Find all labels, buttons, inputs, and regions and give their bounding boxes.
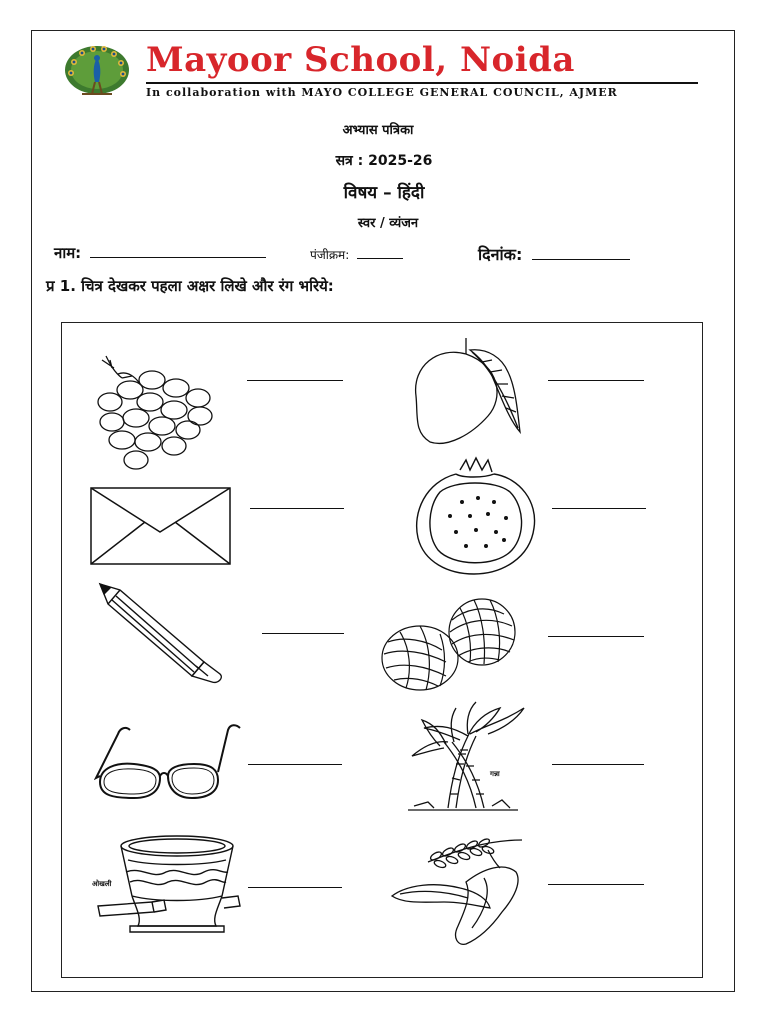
name-label: नाम: [54,244,82,262]
school-name: Mayoor School, Noida [146,40,575,80]
pomegranate-icon [412,456,538,576]
answer-line-8[interactable] [552,764,644,765]
collaboration-line: In collaboration with MAYO COLLEGE GENERAL COUNCIL, AJMER [146,86,618,99]
answer-line-2[interactable] [548,380,644,381]
date-label: दिनांक: [478,245,523,264]
sugarcane-label: गन्ना [490,770,500,778]
worksheet-title: अभ्यास पत्रिका [342,123,414,138]
question-text: प्र 1. चित्र देखकर पहला अक्षर लिखे और रंग भरिये: [46,277,334,295]
pencil-icon [96,580,226,686]
date-blank[interactable] [532,259,630,260]
answer-line-6[interactable] [548,636,644,637]
answer-line-7[interactable] [248,764,342,765]
mortar-pestle-icon [92,832,242,934]
subject-line: विषय – हिंदी [343,183,425,203]
peacock-logo-icon [62,44,132,100]
answer-line-5[interactable] [262,633,344,634]
yarn-ball-icon [380,596,518,696]
roll-blank[interactable] [357,258,403,259]
grapes-icon [92,350,217,472]
sugarcane-icon [394,698,540,812]
topic-line: स्वर / व्यंजन [357,216,419,231]
spectacles-icon [94,720,246,802]
answer-line-10[interactable] [548,884,644,885]
date-field [478,243,630,265]
mortar-label: ओखली [92,880,112,888]
name-field [54,243,266,263]
envelope-icon [89,486,232,566]
name-blank[interactable] [90,257,266,258]
answer-line-9[interactable] [248,887,342,888]
answer-line-4[interactable] [552,508,646,509]
tamarind-icon [388,832,526,948]
answer-line-3[interactable] [250,508,344,509]
roll-label: पंजीक्रम: [310,248,350,262]
header-rule [146,82,698,84]
session-line: सत्र : 2025-26 [335,153,433,169]
roll-field [310,246,403,263]
answer-line-1[interactable] [247,380,343,381]
mango-icon [408,336,528,448]
